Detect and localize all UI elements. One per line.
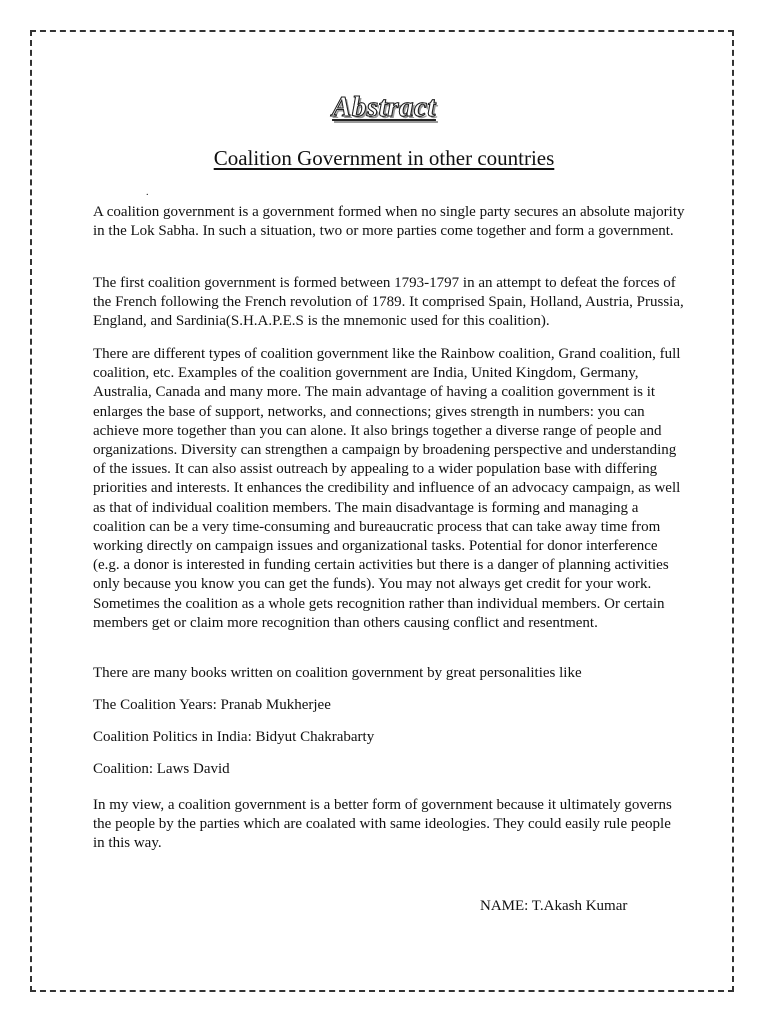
- paragraph-conclusion: In my view, a coalition government is a better form of government because it ultimately governs the people by the parties which are coalated with same ideologies. They could easily rule people in this way.: [93, 797, 672, 852]
- paragraph-definition: A coalition government is a government formed when no single party secures an absolute majority in the Lok Sabha. In such a situation, two or more parties come together and form a government.: [93, 204, 685, 240]
- author-signature: NAME: T.Akash Kumar: [480, 898, 628, 914]
- paragraph-books-intro: There are many books written on coalition government by great personalities like: [93, 665, 582, 681]
- paragraph-types-advantages: There are different types of coalition government like the Rainbow coalition, Grand coalition, full coalition, etc. Examples of the coalition government are India, United Kingdom, Germany, Australia, Canada and many more. The main advantage of having a coalition government is it enlarges the base of support, networks, and connections; gives strength in numbers: you can achieve more together than you can alone. It also brings together a diverse range of people and organizations. Diversity can strengthen a campaign by broadening perspective and understanding of the issues. It can also assist outreach by appealing to a wider population base with differing priorities and interests. It enhances the credibility and influence of an advocacy campaign, as well as that of individual coalition members. The main disadvantage is forming and managing a coalition can be a very time-consuming and bureaucratic process that can take away time from working directly on campaign issues and organizational tasks. Potential for donor interference (e.g. a donor is interested in funding certain activities but there is a danger of planning activities only because you know you can get the funds). You may not always get credit for your work. Sometimes the coalition as a whole gets recognition rather than individual members. Or certain members get or claim more recognition than others causing conflict and resentment.: [93, 346, 681, 631]
- paragraph-history: The first coalition government is formed between 1793-1797 in an attempt to defeat the forces of the French following the French revolution of 1789. It comprised Spain, Holland, Austria, Prussia, England, and Sardinia(S.H.A.P.E.S is the mnemonic used for this coalition).: [93, 275, 684, 330]
- stray-mark: .: [146, 187, 149, 198]
- abstract-heading: Abstract: [332, 91, 436, 123]
- document-subtitle: Coalition Government in other countries: [213, 146, 555, 170]
- book-item: The Coalition Years: Pranab Mukherjee: [93, 697, 331, 713]
- book-item: Coalition: Laws David: [93, 761, 230, 777]
- book-item: Coalition Politics in India: Bidyut Chakrabarty: [93, 729, 375, 745]
